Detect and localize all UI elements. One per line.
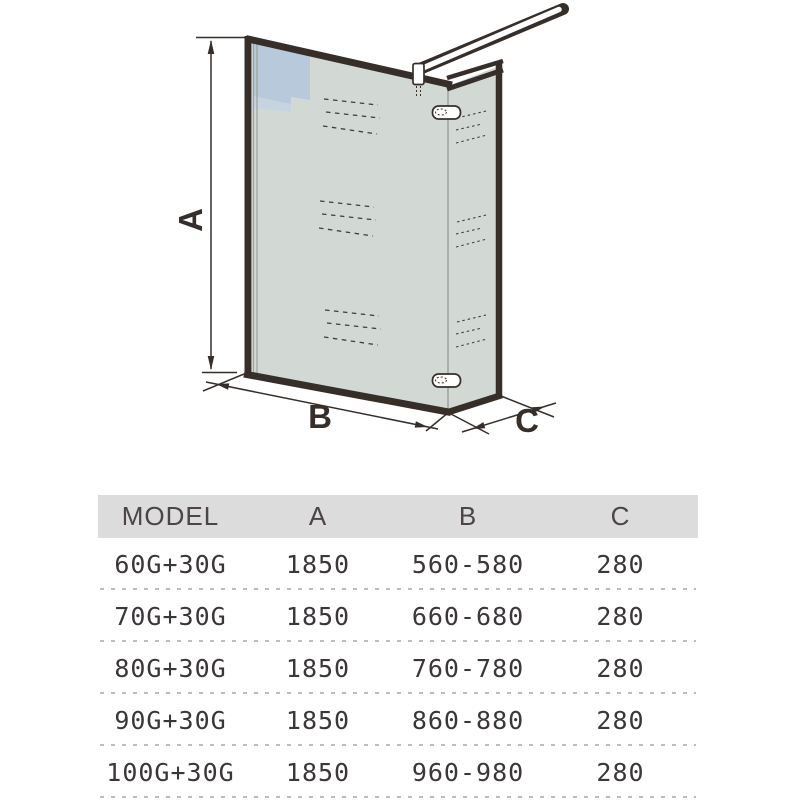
cell-b: 960-980 xyxy=(411,757,525,787)
table-row xyxy=(98,538,698,590)
table-header-row xyxy=(98,495,698,538)
table-row xyxy=(98,590,698,642)
cell-a: 1850 xyxy=(285,705,351,735)
cell-c: 280 xyxy=(596,653,645,683)
cell-b: 860-880 xyxy=(411,705,525,735)
column-header-b: B xyxy=(458,501,478,531)
cell-model: 60G+30G xyxy=(114,549,227,579)
table-row xyxy=(98,746,698,798)
cell-model: 90G+30G xyxy=(114,705,227,735)
cell-c: 280 xyxy=(596,601,645,631)
cell-b: 760-780 xyxy=(411,653,525,683)
spec-table xyxy=(98,495,698,798)
cell-b: 660-680 xyxy=(411,601,525,631)
cell-a: 1850 xyxy=(285,653,351,683)
cell-a: 1850 xyxy=(285,549,351,579)
table-row xyxy=(98,642,698,694)
glass-clamp-top xyxy=(433,106,461,119)
cell-a: 1850 xyxy=(285,601,351,631)
cell-model: 70G+30G xyxy=(114,601,227,631)
column-header-model: MODEL xyxy=(121,501,220,531)
column-header-a: A xyxy=(308,501,328,531)
dimension-b-label: B xyxy=(308,398,332,435)
support-bar-face xyxy=(424,10,559,68)
cell-model: 100G+30G xyxy=(106,757,235,787)
dimension-a xyxy=(196,38,247,373)
column-header-c: C xyxy=(610,501,631,531)
dimension-a-label: A xyxy=(172,208,209,232)
cell-c: 280 xyxy=(596,757,645,787)
cell-model: 80G+30G xyxy=(114,653,227,683)
cell-c: 280 xyxy=(596,705,645,735)
bar-bracket xyxy=(413,64,424,85)
cell-c: 280 xyxy=(596,549,645,579)
cell-b: 560-580 xyxy=(411,549,525,579)
dimension-c-label: C xyxy=(515,402,539,439)
cell-a: 1850 xyxy=(285,757,351,787)
table-row xyxy=(98,694,698,746)
glass-clamp-bottom xyxy=(433,374,461,387)
wall-profile xyxy=(245,36,252,373)
